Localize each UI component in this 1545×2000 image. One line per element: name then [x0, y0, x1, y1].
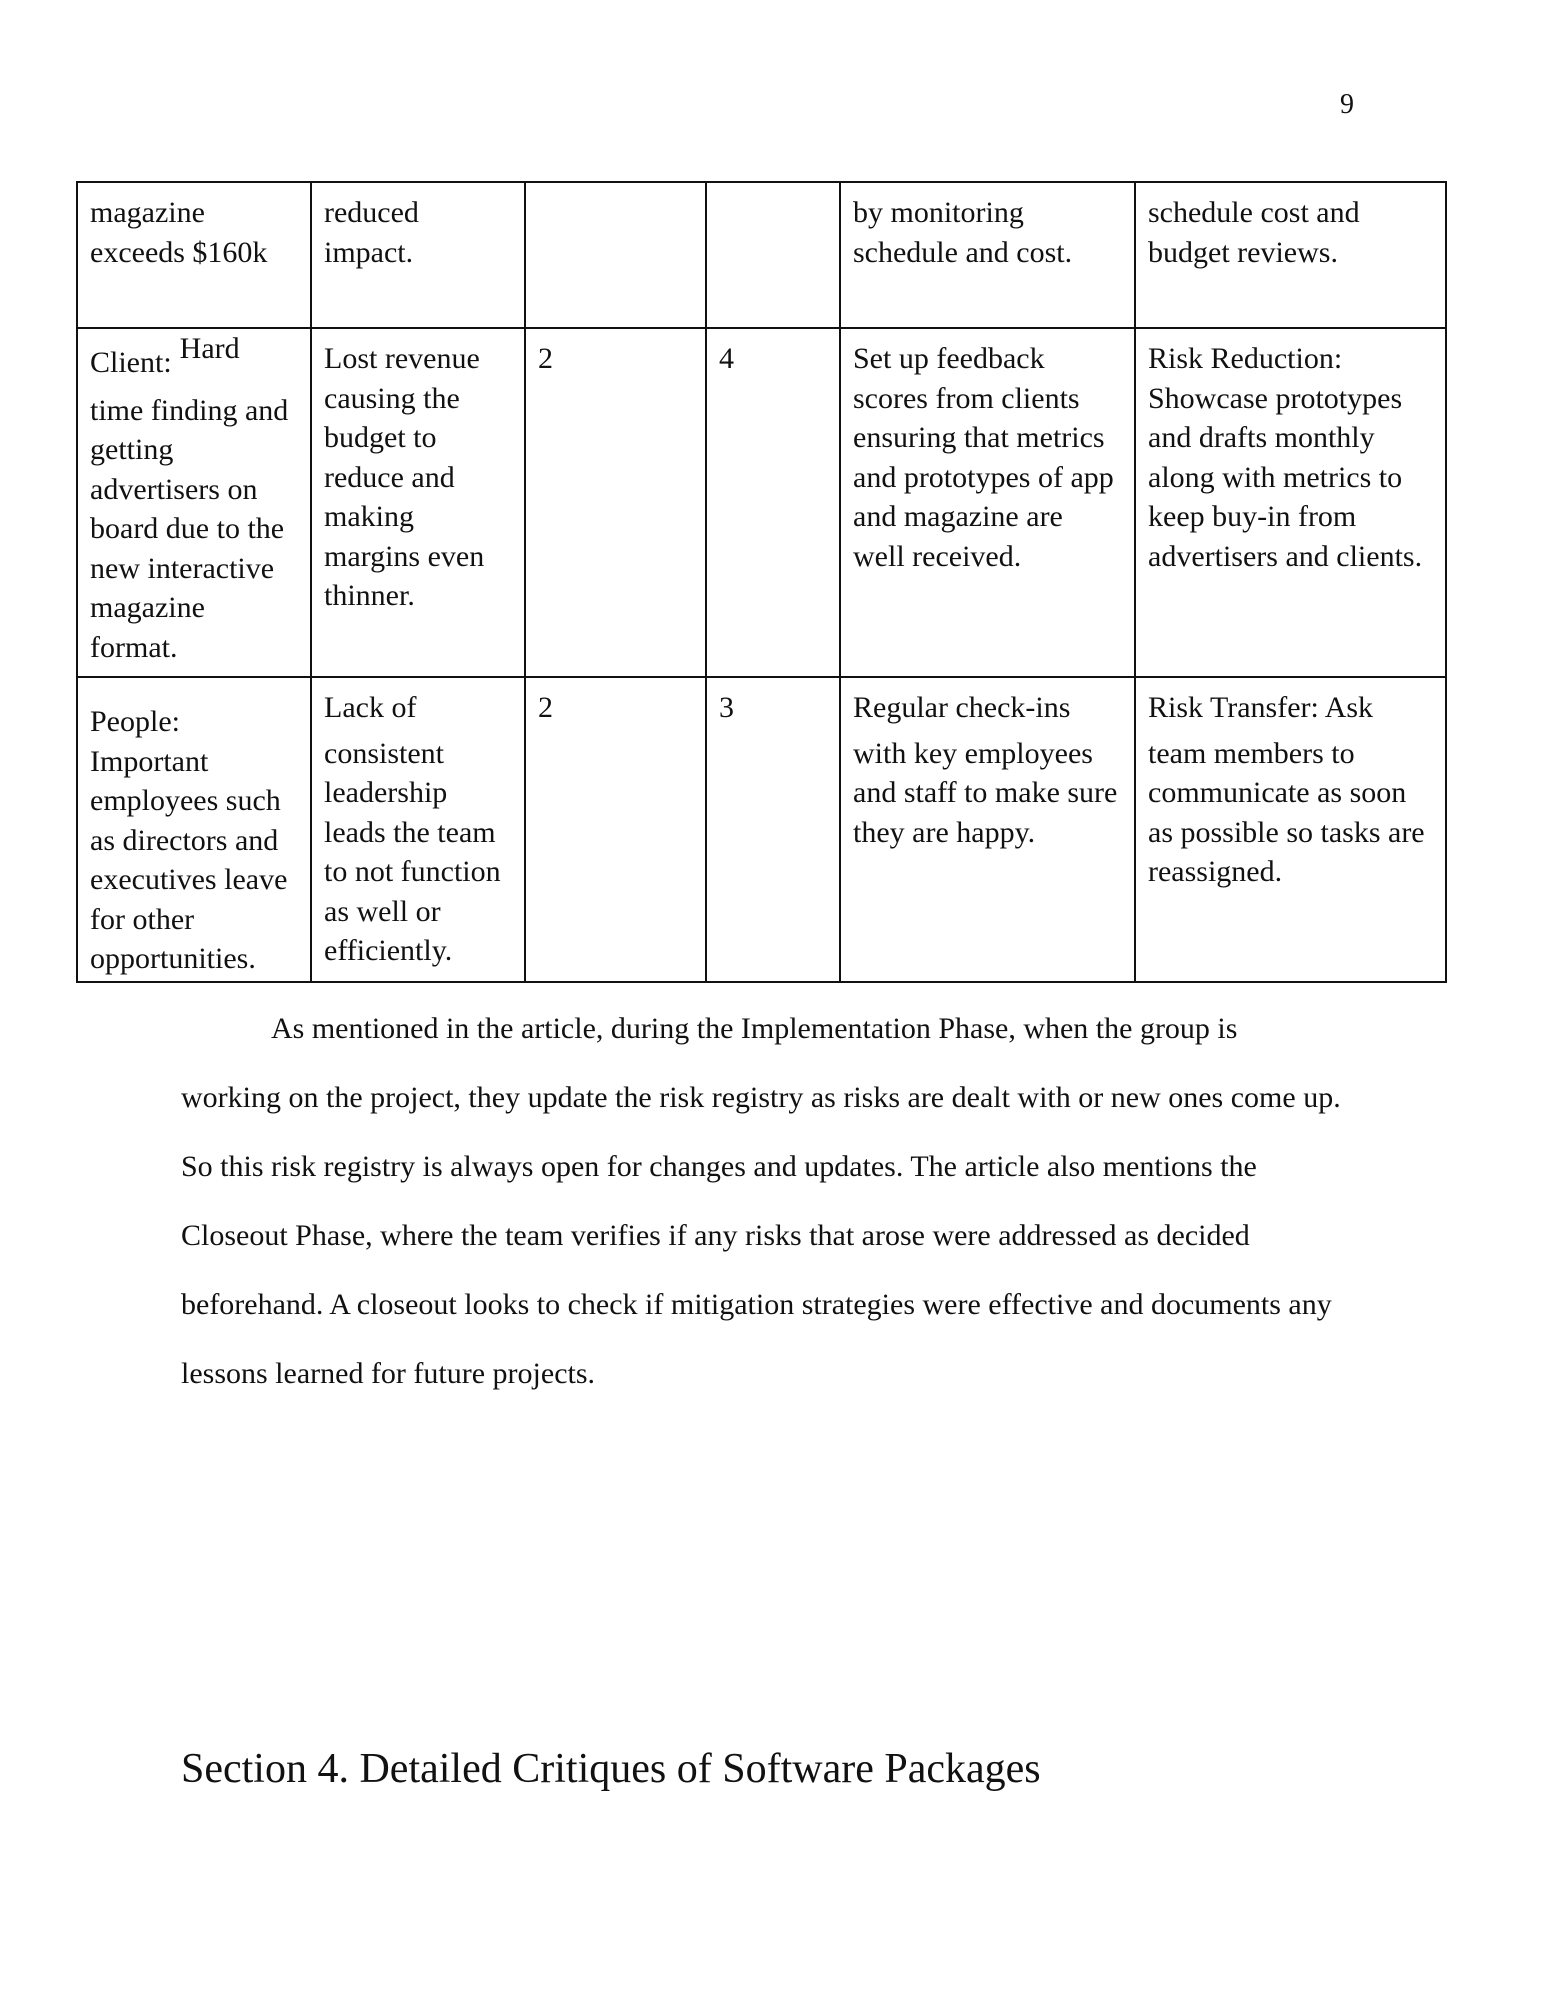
- cell-line: and prototypes of app: [853, 460, 1114, 494]
- severity-cell: 3: [706, 677, 840, 982]
- severity-cell: [706, 182, 840, 328]
- impact-cell: [311, 328, 525, 677]
- cell-line: Lack of: [324, 691, 417, 724]
- page-number: 9: [1340, 89, 1354, 120]
- impact-cell: [311, 677, 525, 982]
- cell-line: to not function: [324, 855, 501, 888]
- risk-category-label: Client:: [90, 346, 172, 379]
- cell-line: leadership: [324, 776, 448, 809]
- cell-line: magazine: [90, 591, 205, 624]
- cell-line: causing the: [324, 381, 460, 415]
- impact-cell: [311, 182, 525, 328]
- cell-line: Important: [90, 744, 209, 778]
- likelihood-cell: 2: [525, 328, 706, 677]
- cell-line: scores from clients: [853, 381, 1080, 415]
- monitoring-cell: [840, 677, 1135, 982]
- severity-cell: 4: [706, 328, 840, 677]
- monitoring-cell: [840, 328, 1135, 677]
- cell-line: for other: [90, 902, 195, 936]
- cell-line: advertisers on: [90, 472, 258, 506]
- cell-line: opportunities.: [90, 942, 256, 975]
- cell-line: by monitoring: [853, 196, 1024, 229]
- cell-line: efficiently.: [324, 934, 453, 967]
- table-row: [77, 328, 1446, 677]
- risk-category-word: Hard: [179, 332, 240, 365]
- paragraph-line: So this risk registry is always open for changes and updates. The article also mentions the: [181, 1150, 1257, 1183]
- cell-line: communicate as soon: [1148, 776, 1407, 809]
- client-label-line: [90, 332, 300, 383]
- cell-line: new interactive: [90, 551, 275, 585]
- cell-line: Set up feedback: [853, 342, 1045, 375]
- risk-register-table: [76, 181, 1447, 983]
- cell-line: well received.: [853, 539, 1022, 573]
- response-cell: [1135, 677, 1446, 982]
- monitoring-cell: [840, 182, 1135, 328]
- cell-line: and magazine are: [853, 500, 1063, 533]
- cell-line: magazine: [90, 196, 205, 229]
- cell-line: keep buy-in from: [1148, 500, 1357, 533]
- cell-line: executives leave: [90, 863, 288, 896]
- cell-line: format.: [90, 630, 178, 664]
- risk-cell: [77, 328, 311, 677]
- paragraph-line: As mentioned in the article, during the Implementation Phase, when the group is: [271, 1012, 1238, 1045]
- cell-line: reduced: [324, 196, 419, 229]
- cell-line: impact.: [324, 235, 414, 269]
- cell-line: ensuring that metrics: [853, 421, 1105, 454]
- cell-line: reduce and: [324, 460, 455, 494]
- body-paragraph: [181, 1012, 1421, 1426]
- table-row: [77, 677, 1446, 982]
- cell-line: margins even: [324, 539, 485, 573]
- likelihood-cell: [525, 182, 706, 328]
- cell-line: as possible so tasks are: [1148, 815, 1425, 849]
- cell-line: as well or: [324, 894, 441, 928]
- likelihood-cell: 2: [525, 677, 706, 982]
- section-heading: Section 4. Detailed Critiques of Software Packages: [181, 1746, 1041, 1792]
- cell-line: board due to the: [90, 512, 285, 545]
- cell-line: schedule cost and: [1148, 196, 1360, 229]
- cell-line: as directors and: [90, 823, 279, 857]
- risk-cell: [77, 677, 311, 982]
- cell-line: Risk Reduction:: [1148, 342, 1343, 375]
- cell-line: team members to: [1148, 736, 1355, 770]
- cell-line: Regular check-ins: [853, 691, 1071, 724]
- risk-cell: [77, 182, 311, 328]
- cell-line: and drafts monthly: [1148, 421, 1375, 454]
- cell-line: employees such: [90, 784, 281, 817]
- cell-line: reassigned.: [1148, 855, 1283, 888]
- cell-line: Lost revenue: [324, 342, 480, 375]
- cell-line: getting: [90, 433, 174, 466]
- cell-line: and staff to make sure: [853, 776, 1118, 809]
- cell-line: making: [324, 500, 414, 533]
- cell-line: schedule and cost.: [853, 235, 1073, 269]
- paragraph-line: lessons learned for future projects.: [181, 1357, 596, 1390]
- response-cell: [1135, 182, 1446, 328]
- cell-line: budget to: [324, 421, 437, 454]
- cell-line: People:: [90, 705, 180, 738]
- paragraph-line: working on the project, they update the risk registry as risks are dealt with or new ones come up.: [181, 1081, 1341, 1114]
- cell-line: Showcase prototypes: [1148, 381, 1403, 415]
- paragraph-line: beforehand. A closeout looks to check if mitigation strategies were effective and documents any: [181, 1288, 1332, 1321]
- cell-line: along with metrics to: [1148, 460, 1403, 494]
- cell-line: exceeds $160k: [90, 235, 268, 269]
- paragraph-line: Closeout Phase, where the team verifies if any risks that arose were addressed as decided: [181, 1219, 1250, 1252]
- table-row: [77, 182, 1446, 328]
- cell-line: with key employees: [853, 736, 1093, 770]
- cell-line: time finding and: [90, 393, 289, 427]
- cell-line: consistent: [324, 736, 444, 770]
- cell-line: Risk Transfer: Ask: [1148, 691, 1374, 724]
- response-cell: [1135, 328, 1446, 677]
- cell-line: advertisers and clients.: [1148, 539, 1423, 573]
- cell-line: leads the team: [324, 815, 496, 849]
- cell-line: budget reviews.: [1148, 235, 1338, 269]
- cell-line: they are happy.: [853, 815, 1036, 849]
- cell-line: thinner.: [324, 579, 415, 612]
